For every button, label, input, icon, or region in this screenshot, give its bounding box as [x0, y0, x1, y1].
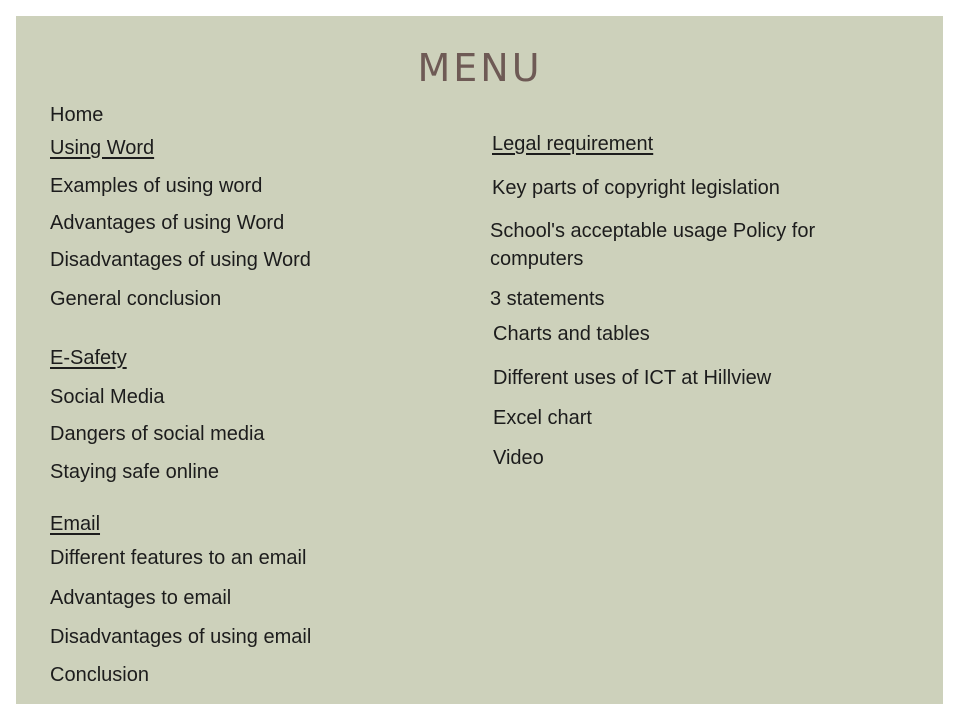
menu-item-key-parts-copyright[interactable]: Key parts of copyright legislation — [492, 177, 780, 199]
section-link-e-safety[interactable]: E-Safety — [50, 347, 127, 369]
menu-item-three-statements[interactable]: 3 statements — [490, 288, 605, 310]
menu-item-staying-safe-online[interactable]: Staying safe online — [50, 461, 220, 483]
section-link-legal-requirement[interactable]: Legal requirement — [492, 133, 654, 155]
menu-item-conclusion[interactable]: Conclusion — [50, 664, 149, 686]
menu-item-disadvantages-of-using-word[interactable]: Disadvantages of using Word — [50, 249, 311, 271]
section-link-email[interactable]: Email — [50, 513, 101, 535]
menu-item-dangers-of-social-media[interactable]: Dangers of social media — [50, 423, 265, 445]
menu-item-excel-chart[interactable]: Excel chart — [493, 407, 592, 429]
menu-item-different-features-email[interactable]: Different features to an email — [50, 547, 307, 569]
page-title: MENU — [417, 46, 543, 90]
menu-item-charts-and-tables[interactable]: Charts and tables — [493, 323, 650, 345]
menu-item-advantages-of-using-word[interactable]: Advantages of using Word — [50, 212, 285, 234]
menu-item-general-conclusion[interactable]: General conclusion — [50, 288, 222, 310]
menu-item-home[interactable]: Home — [50, 104, 104, 126]
menu-item-different-uses-ict[interactable]: Different uses of ICT at Hillview — [493, 367, 772, 389]
menu-item-acceptable-usage-policy[interactable]: School's acceptable usage Policy for computers — [490, 220, 816, 270]
menu-item-video[interactable]: Video — [493, 447, 544, 469]
menu-item-advantages-to-email[interactable]: Advantages to email — [50, 587, 232, 609]
menu-item-examples-of-using-word[interactable]: Examples of using word — [50, 175, 263, 197]
menu-item-disadvantages-of-using-email[interactable]: Disadvantages of using email — [50, 626, 312, 648]
menu-item-social-media[interactable]: Social Media — [50, 386, 165, 408]
section-link-using-word[interactable]: Using Word — [50, 137, 155, 159]
